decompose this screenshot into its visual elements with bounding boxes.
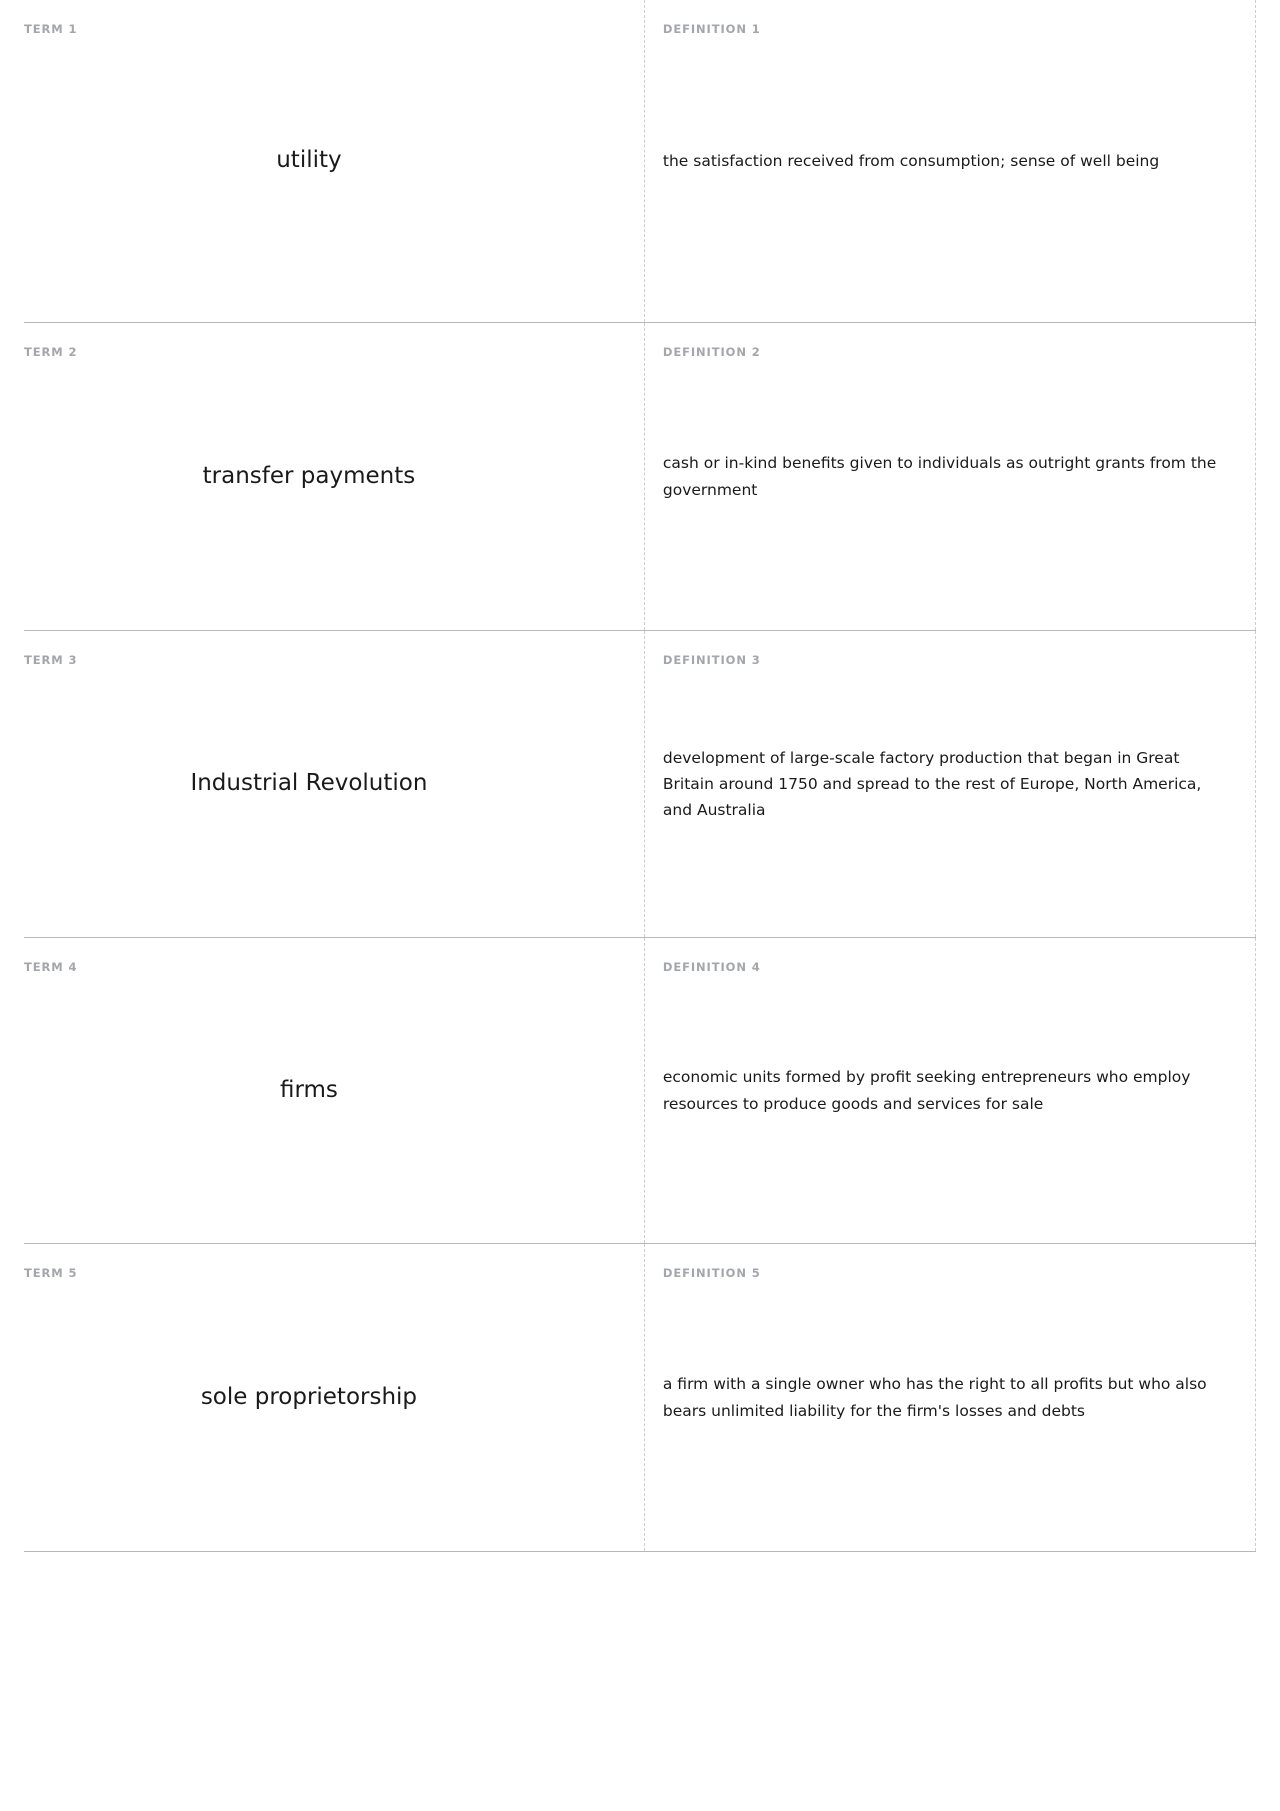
term-label: TERM 5 <box>24 1266 78 1280</box>
definition-label: DEFINITION 5 <box>662 1266 761 1280</box>
term-label: TERM 2 <box>24 345 78 359</box>
definition-text: development of large-scale factory production that began in Great Britain around 1750 and spread to the rest of Europe, North America, and Australia <box>662 748 1202 820</box>
definition-label: DEFINITION 1 <box>662 22 761 36</box>
term-cell <box>24 631 645 937</box>
definition-cell <box>645 1244 1256 1551</box>
term-cell <box>24 323 645 630</box>
term-cell <box>24 1244 645 1551</box>
flashcard-row <box>24 937 1256 1243</box>
definition-text: cash or in-kind benefits given to individuals as outright grants from the government <box>662 454 1217 499</box>
definition-cell <box>645 323 1256 630</box>
term-text: Industrial Revolution <box>190 770 428 797</box>
definition-label: DEFINITION 4 <box>662 960 761 974</box>
term-text: sole proprietorship <box>200 1383 418 1410</box>
term-text: transfer payments <box>202 462 416 489</box>
term-cell <box>24 938 645 1243</box>
definition-text: a firm with a single owner who has the right to all profits but who also bears unlimited liability for the firm's losses and debts <box>662 1375 1207 1420</box>
term-text: firms <box>279 1076 338 1103</box>
definition-cell <box>645 631 1256 937</box>
flashcard-row <box>24 630 1256 937</box>
definition-cell <box>645 938 1256 1243</box>
definition-cell <box>645 0 1256 322</box>
term-label: TERM 1 <box>24 22 78 36</box>
definition-text: the satisfaction received from consumption; sense of well being <box>662 151 1160 170</box>
sheet-bottom-divider <box>24 1551 1256 1552</box>
flashcard-row <box>24 322 1256 630</box>
term-text: utility <box>276 147 342 174</box>
term-label: TERM 3 <box>24 653 78 667</box>
term-cell <box>24 0 645 322</box>
definition-text: economic units formed by profit seeking entrepreneurs who employ resources to produce goods and services for sale <box>662 1068 1191 1113</box>
flashcard-row <box>24 1243 1256 1551</box>
term-label: TERM 4 <box>24 960 78 974</box>
flashcard-row <box>24 0 1256 322</box>
definition-label: DEFINITION 3 <box>662 653 761 667</box>
definition-label: DEFINITION 2 <box>662 345 761 359</box>
